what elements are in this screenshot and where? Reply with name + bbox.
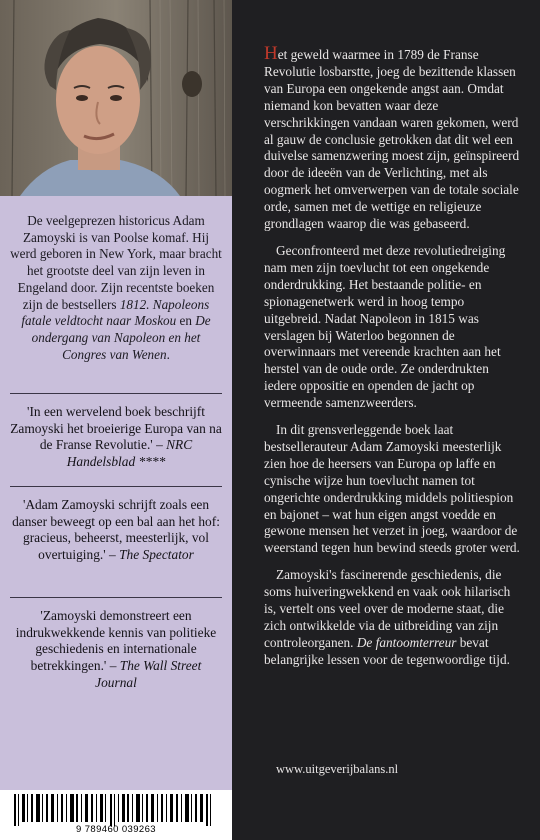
description-paragraph bbox=[264, 43, 522, 233]
review-quote bbox=[10, 608, 222, 692]
quote-text: 'In een wervelend boek beschrijft Zamoyski het broeierige Europa van na de Franse Revolutie.' bbox=[10, 404, 222, 453]
author-bio bbox=[10, 213, 222, 363]
divider bbox=[10, 597, 222, 598]
quote-source: – The Spectator bbox=[109, 547, 194, 563]
bio-text: . bbox=[166, 346, 170, 362]
book-title: De fantoomterreur bbox=[356, 634, 457, 650]
description-paragraph: In dit grensverleggende boek laat bestsellerauteur Adam Zamoyski meesterlijk zien hoe de heersers van Europa op laffe en cynische wijze hun toevlucht namen tot ongerichte onderdrukking middels politiespion en bajonet – wat hun eigen angst voedde en gewone mensen het verzet in joeg, waardoor de weerstand tegen hun bewind steeds groter werd. bbox=[264, 422, 520, 556]
bio-text: en bbox=[176, 313, 196, 329]
isbn-number: 9 789460 039263 bbox=[76, 824, 156, 835]
paragraph-text: et geweld waarmee in 1789 de Franse Revolutie losbarstte, joeg de bezittende klassen van Europa een ongekende angst aan. Omdat niemand kon bevatten waar deze verschrikkingen vandaan waren gekomen, werd al gauw de conclusie getrokken dat dit wel een duivelse samenzwering moest zijn, geïnspireerd door de ideeën van de Verlichting, met als oogmerk het omverwerpen van de totale sociale orde, samen met de wettige en religieuze grondlagen waarop die was gebaseerd. bbox=[264, 47, 520, 232]
bio-text: De veelgeprezen historicus Adam Zamoyski is van Poolse komaf. Hij werd geboren in New York, maar bracht het grootste deel van zijn leven in Engeland door. Zijn recentste boeken zijn de bestsellers bbox=[10, 213, 222, 312]
description-paragraph: Geconfronteerd met deze revolutiedreiging nam men zijn toevlucht tot een ongekende onderdrukking. Het bestaande politie- en spionagenetwerk werd in hoog tempo uitgebreid. Nadat Napoleon in 1815 was verslagen bij Waterloo begonnen de overwinnaars met vereende krachten aan het herstel van de oude orde. Ze onderdrukten iedere oppositie en openden de jacht op vermeende samenzweerders. bbox=[264, 242, 506, 411]
quote-text: 'Zamoyski demonstreert een indrukwekkende kennis van politieke geschiedenis en internationale betrekkingen.' bbox=[15, 608, 217, 674]
left-panel bbox=[0, 0, 232, 840]
author-photo bbox=[0, 0, 232, 196]
drop-cap: H bbox=[264, 43, 278, 64]
description-paragraph bbox=[264, 567, 522, 668]
quote-source: – NRC Handelsblad **** bbox=[66, 437, 193, 470]
bio-book-title: De ondergang van Napoleon en het Congres van Wenen bbox=[31, 313, 211, 362]
paragraph-text: Zamoyski's fascinerende geschiedenis, die soms huiveringwekkend en vaak ook hilarisch is, vertelt ons veel over de moderne staat, die zich ontwikkelde via de uitbreiding van zijn controleorganen. bbox=[264, 567, 511, 650]
divider bbox=[10, 393, 222, 394]
paragraph-text: bevat belangrijke lessen voor de tegenwoordige tijd. bbox=[264, 634, 510, 667]
divider bbox=[10, 486, 222, 487]
bio-book-title: 1812. Napoleons fatale veldtocht naar Moskou bbox=[21, 296, 210, 329]
barcode bbox=[0, 790, 232, 840]
barcode-icon bbox=[6, 794, 226, 826]
book-description bbox=[264, 43, 522, 679]
quote-text: 'Adam Zamoyski schrijft zoals een danser beweegt op een bal aan het hof: gracieus, beheerst, meesterlijk, vol overtuiging.' bbox=[12, 497, 220, 563]
review-quote bbox=[10, 497, 222, 564]
review-quote bbox=[10, 404, 222, 471]
publisher-website: www.uitgeverijbalans.nl bbox=[276, 762, 399, 776]
quote-source: – The Wall Street Journal bbox=[95, 658, 202, 690]
